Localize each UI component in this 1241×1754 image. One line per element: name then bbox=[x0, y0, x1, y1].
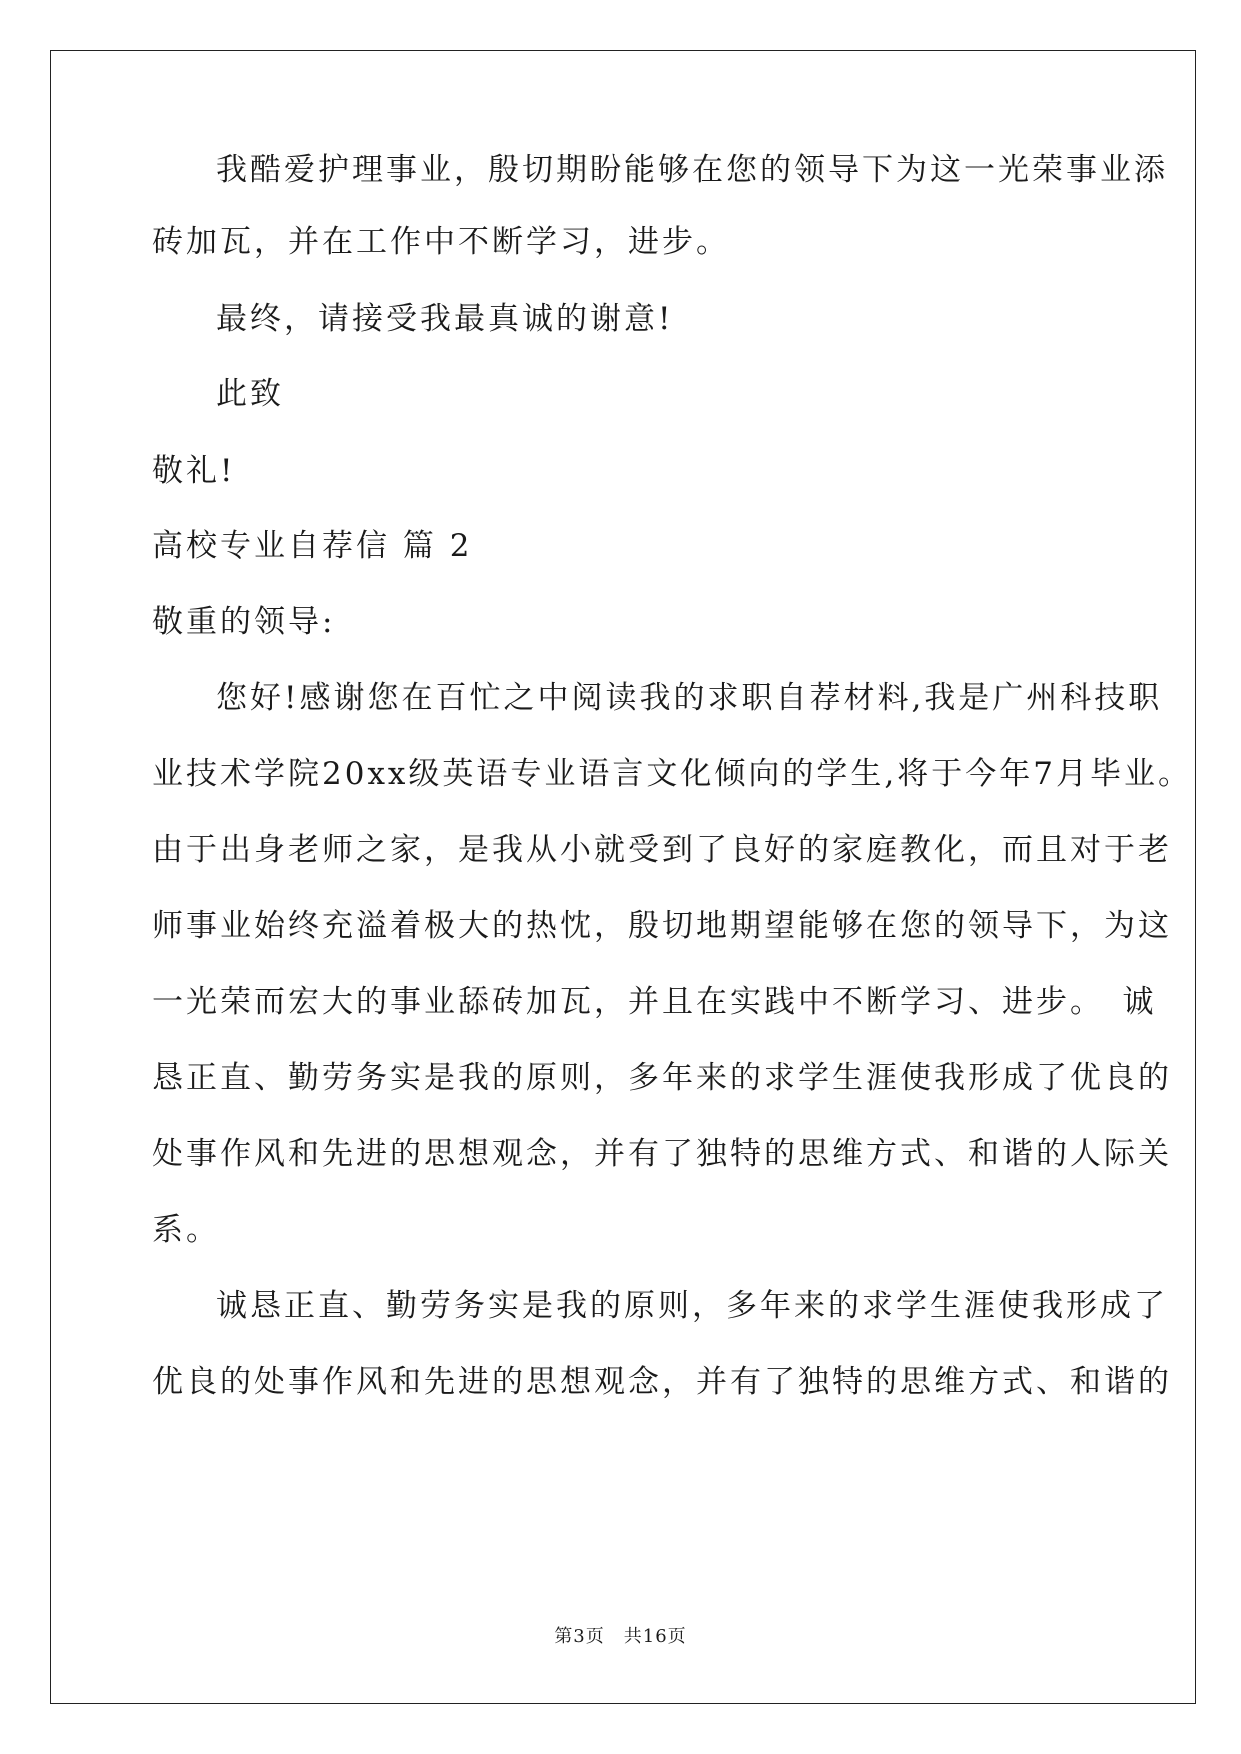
body-text-line: 系。 bbox=[152, 1212, 220, 1248]
body-text-line: 处事作风和先进的思想观念，并有了独特的思维方式、和谐的人际关 bbox=[152, 1136, 1172, 1172]
page-number: 第3页 共16页 bbox=[554, 1626, 687, 1647]
body-text-line: 最终，请接受我最真诚的谢意! bbox=[216, 301, 674, 337]
body-text-line: 我酷爱护理事业，殷切期盼能够在您的领导下为这一光荣事业添 bbox=[216, 152, 1168, 188]
body-text-line: 业技术学院20xx级英语专业语言文化倾向的学生,将于今年7月毕业。 bbox=[152, 756, 1192, 792]
body-text-line: 恳正直、勤劳务实是我的原则，多年来的求学生涯使我形成了优良的 bbox=[152, 1060, 1172, 1096]
body-text-line: 砖加瓦，并在工作中不断学习，进步。 bbox=[152, 224, 730, 260]
body-text-line: 一光荣而宏大的事业舔砖加瓦，并且在实践中不断学习、进步。 诚 bbox=[152, 984, 1157, 1020]
body-text-line: 诚恳正直、勤劳务实是我的原则，多年来的求学生涯使我形成了 bbox=[216, 1288, 1168, 1324]
body-text-line: 师事业始终充溢着极大的热忱，殷切地期望能够在您的领导下，为这 bbox=[152, 908, 1172, 944]
body-text-line: 由于出身老师之家，是我从小就受到了良好的家庭教化，而且对于老 bbox=[152, 832, 1172, 868]
body-text-line: 优良的处事作风和先进的思想观念，并有了独特的思维方式、和谐的 bbox=[152, 1364, 1172, 1400]
section-heading: 高校专业自荐信 篇 2 bbox=[152, 528, 473, 564]
body-text-line: 敬礼! bbox=[152, 453, 236, 489]
salutation: 敬重的领导: bbox=[152, 604, 336, 640]
body-text-line: 您好!感谢您在百忙之中阅读我的求职自荐材料,我是广州科技职 bbox=[216, 680, 1163, 716]
body-text-line: 此致 bbox=[216, 376, 284, 412]
